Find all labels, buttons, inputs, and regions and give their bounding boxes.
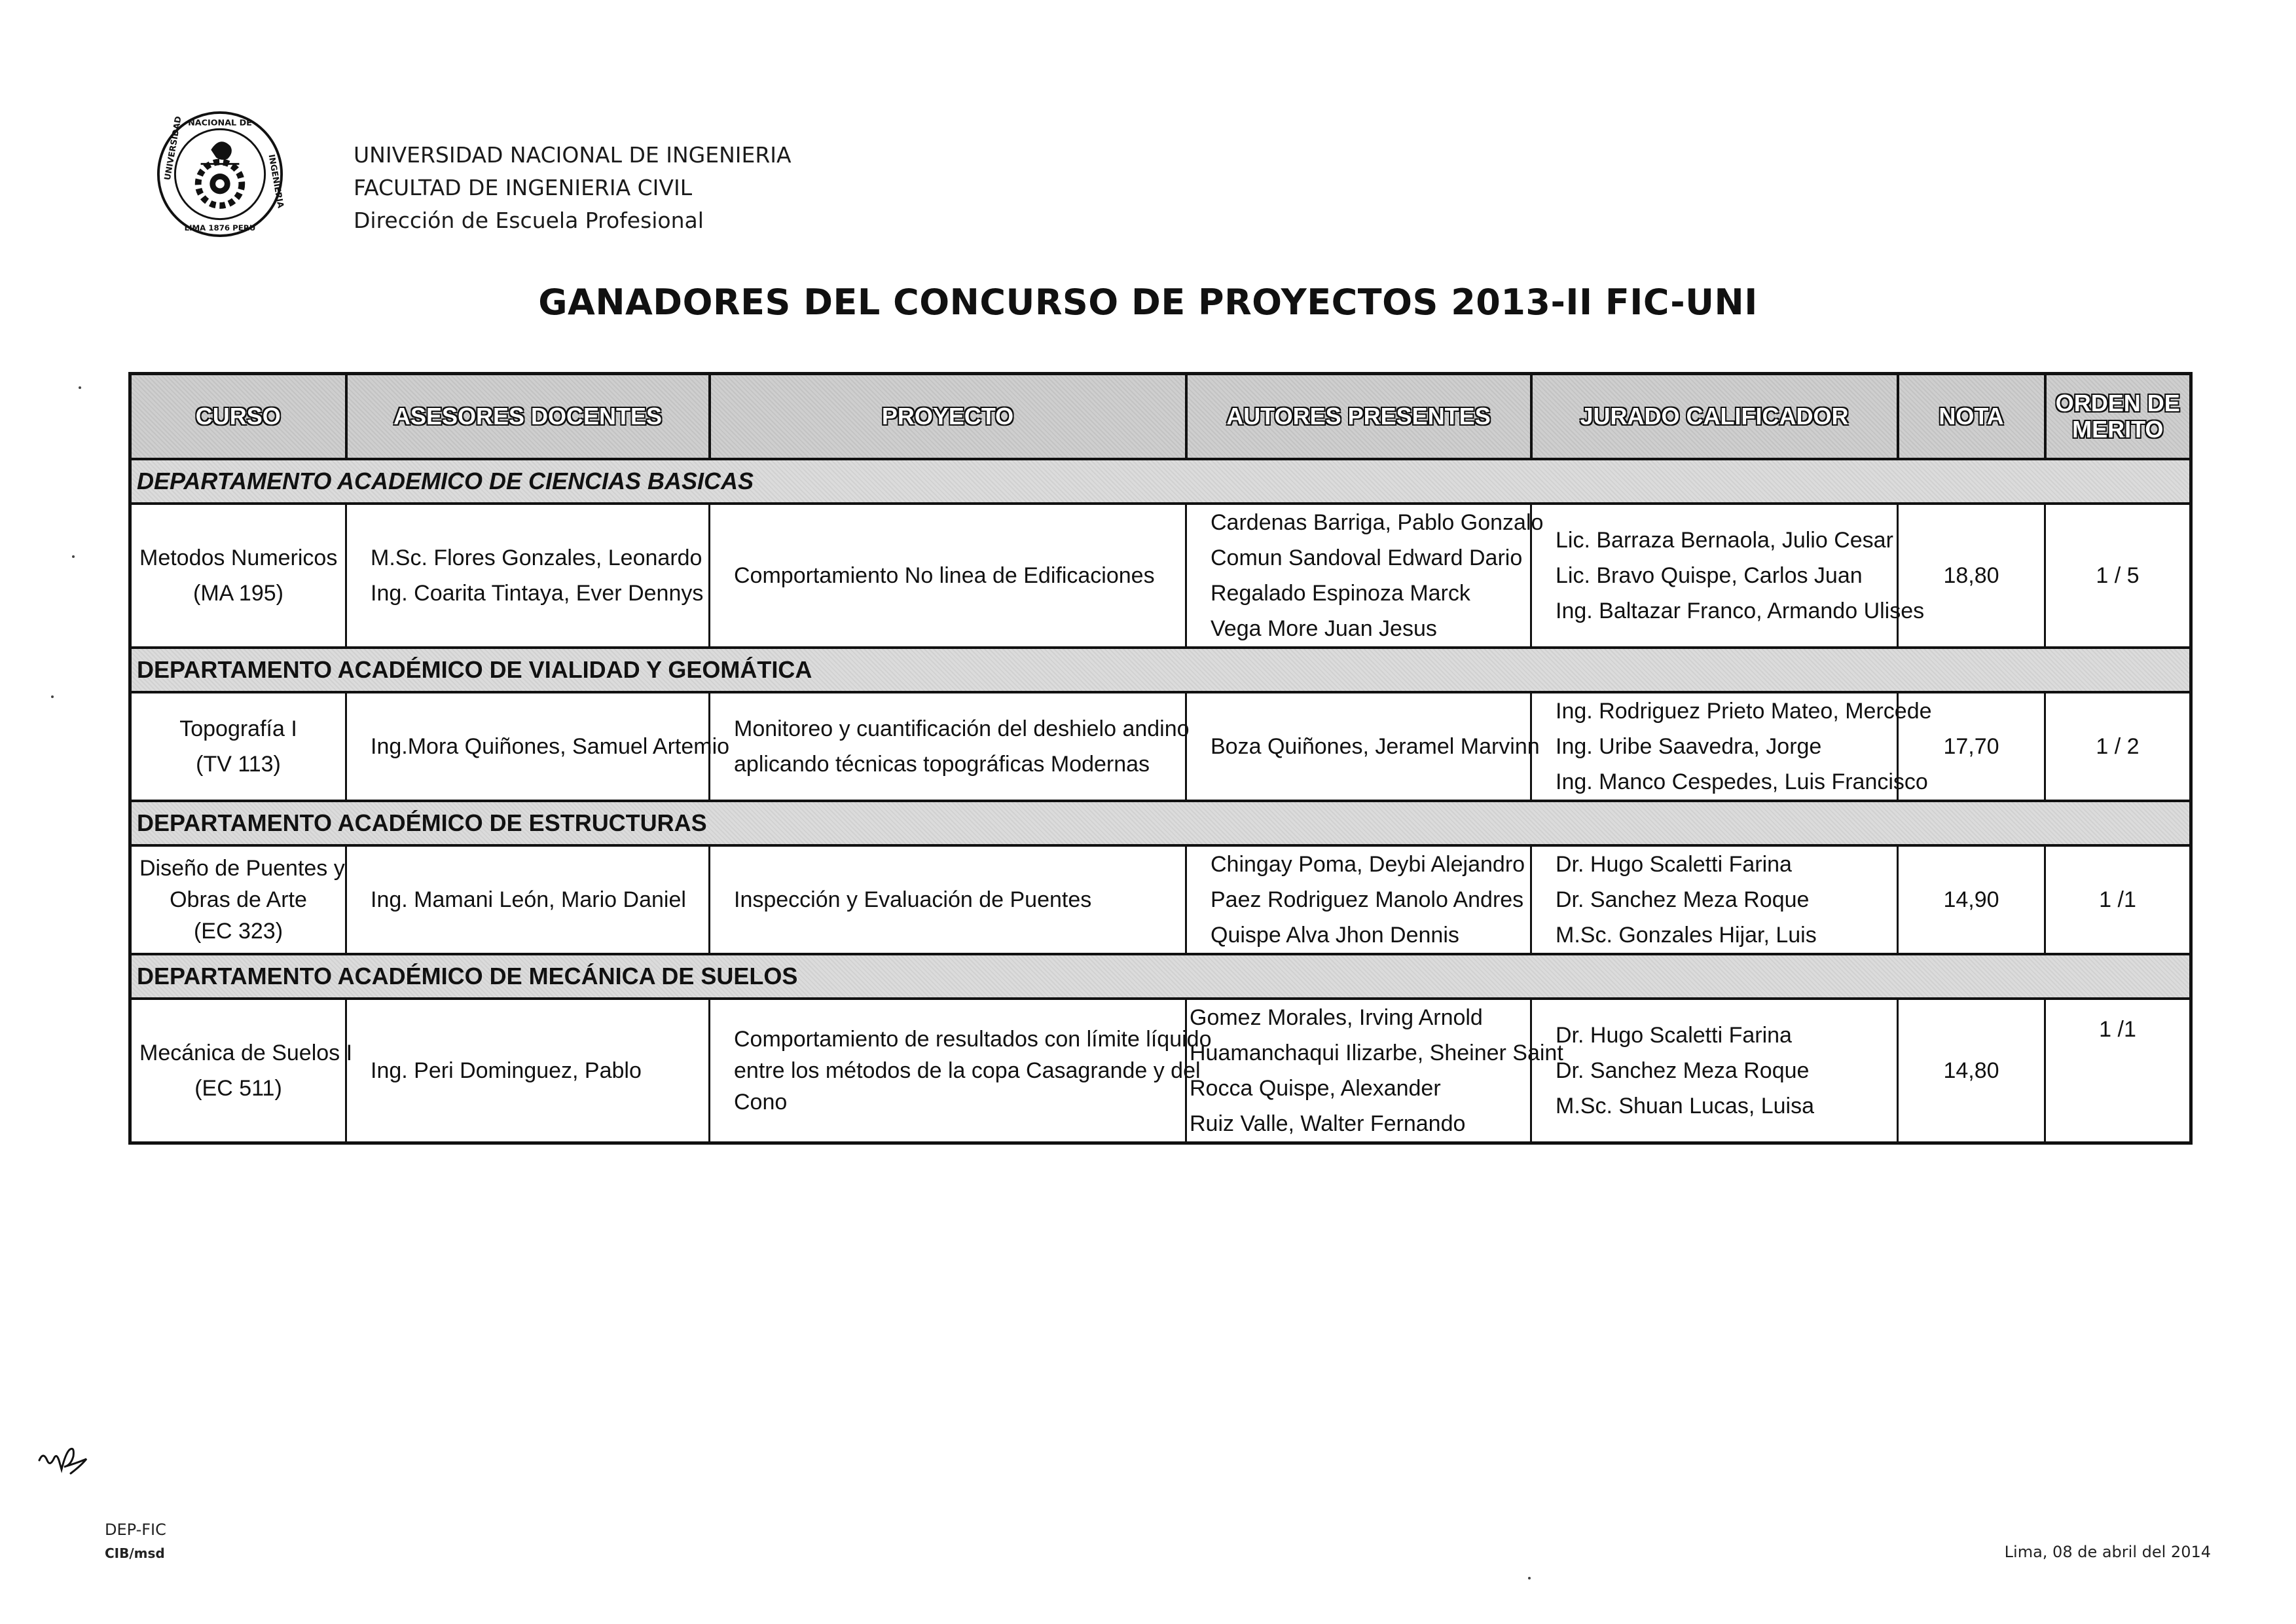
scan-speck	[51, 695, 54, 698]
table-row	[130, 692, 2191, 801]
cell-autores	[1186, 845, 1531, 954]
cell-line: Quispe Alva Jhon Dennis	[1211, 923, 1459, 948]
university-name: UNIVERSIDAD NACIONAL DE INGENIERIA	[354, 142, 792, 168]
cell-line: Huamanchaqui Ilizarbe, Sheiner Saint	[1190, 1041, 1563, 1065]
cell-line: Regalado Espinoza Marck	[1211, 581, 1470, 606]
cell-orden: 1 / 5	[2045, 504, 2191, 648]
cell-line: (EC 511)	[194, 1076, 282, 1101]
cell-curso	[130, 504, 346, 648]
department-row	[130, 954, 2191, 999]
cell-line: Metodos Numericos	[139, 545, 338, 570]
cell-line: Cardenas Barriga, Pablo Gonzalo	[1211, 510, 1544, 535]
cell-line: Dr. Sanchez Meza Roque	[1556, 887, 1810, 912]
col-header-curso: CURSO	[130, 374, 346, 460]
department-label: DEPARTAMENTO ACADÉMICO DE ESTRUCTURAS	[130, 801, 2191, 845]
faculty-name: FACULTAD DE INGENIERIA CIVIL	[354, 175, 693, 200]
cell-line: entre los métodos de la copa Casagrande y del	[734, 1058, 1201, 1083]
col-header-jurado: JURADO CALIFICADOR	[1531, 374, 1898, 460]
cell-line: Lic. Barraza Bernaola, Julio Cesar	[1556, 528, 1893, 553]
cell-line: Diseño de Puentes y	[139, 856, 345, 881]
cell-line: Boza Quiñones, Jeramel Marvinn	[1211, 734, 1540, 759]
department-row	[130, 648, 2191, 692]
col-header-orden-line2: MERITO	[2072, 416, 2164, 443]
scan-speck	[72, 555, 75, 558]
footer-initials: DEP-FIC	[105, 1521, 166, 1539]
department-label: DEPARTAMENTO ACADÉMICO DE VIALIDAD Y GEOMÁTICA	[130, 648, 2191, 692]
scan-speck	[79, 386, 81, 389]
cell-line: Dr. Sanchez Meza Roque	[1556, 1058, 1810, 1083]
cell-line: Gomez Morales, Irving Arnold	[1190, 1005, 1483, 1030]
table-row	[130, 999, 2191, 1143]
office-name: Dirección de Escuela Profesional	[354, 208, 704, 233]
cell-curso	[130, 845, 346, 954]
cell-line: Dr. Hugo Scaletti Farina	[1556, 852, 1792, 877]
cell-asesores	[346, 845, 710, 954]
cell-proyecto	[710, 504, 1186, 648]
institution-header	[354, 139, 792, 237]
cell-line: (TV 113)	[196, 752, 281, 777]
footer-date: Lima, 08 de abril del 2014	[2004, 1543, 2211, 1561]
table-row	[130, 504, 2191, 648]
table-header-row	[130, 374, 2191, 460]
col-header-nota: NOTA	[1898, 374, 2045, 460]
cell-line: M.Sc. Gonzales Hijar, Luis	[1556, 923, 1817, 948]
cell-proyecto	[710, 999, 1212, 1143]
cell-autores	[1186, 999, 1563, 1143]
cell-asesores	[346, 692, 730, 801]
cell-line: Ing. Manco Cespedes, Luis Francisco	[1556, 769, 1928, 794]
cell-orden: 1 /1	[2045, 999, 2191, 1143]
cell-line: Comportamiento No linea de Edificaciones	[734, 563, 1155, 588]
svg-text:INGENIERIA: INGENIERIA	[266, 153, 285, 210]
svg-text:NACIONAL DE: NACIONAL DE	[188, 118, 252, 128]
cell-line: Comun Sandoval Edward Dario	[1211, 545, 1523, 570]
scan-speck	[1528, 1577, 1531, 1579]
cell-line: (MA 195)	[193, 581, 283, 606]
cell-line: Cono	[734, 1090, 788, 1115]
svg-text:LIMA 1876 PERU: LIMA 1876 PERU	[184, 223, 256, 233]
cell-proyecto	[710, 692, 1190, 801]
cell-jurado	[1531, 504, 1925, 648]
cell-line: Paez Rodriguez Manolo Andres	[1211, 887, 1524, 912]
cell-line: aplicando técnicas topográficas Modernas	[734, 752, 1150, 777]
cell-line: Chingay Poma, Deybi Alejandro	[1211, 852, 1525, 877]
cell-line: Vega More Juan Jesus	[1211, 616, 1437, 641]
cell-line: Ruiz Valle, Walter Fernando	[1190, 1111, 1466, 1136]
cell-autores	[1186, 692, 1540, 801]
svg-text:UNIVERSIDAD: UNIVERSIDAD	[162, 115, 184, 181]
cell-line: Topografía I	[179, 716, 297, 741]
col-header-asesores: ASESORES DOCENTES	[346, 374, 710, 460]
cell-line: Ing. Baltazar Franco, Armando Ulises	[1556, 599, 1925, 623]
cell-line: Inspección y Evaluación de Puentes	[734, 887, 1092, 912]
cell-nota: 17,70	[1898, 692, 2045, 801]
footer-ref-code: CIB/msd	[105, 1545, 165, 1561]
col-header-orden	[2045, 374, 2191, 460]
cell-curso	[130, 692, 346, 801]
cell-line: Monitoreo y cuantificación del deshielo andino	[734, 716, 1190, 741]
department-label: DEPARTAMENTO ACADÉMICO DE MECÁNICA DE SUELOS	[130, 954, 2191, 999]
cell-line: Obras de Arte	[170, 887, 307, 912]
cell-line: Ing. Peri Dominguez, Pablo	[371, 1058, 642, 1083]
cell-line: Ing. Uribe Saavedra, Jorge	[1556, 734, 1822, 759]
cell-nota: 14,90	[1898, 845, 2045, 954]
cell-nota: 14,80	[1898, 999, 2045, 1143]
cell-line: Mecánica de Suelos I	[139, 1041, 353, 1065]
cell-asesores	[346, 999, 710, 1143]
cell-jurado	[1531, 999, 1898, 1143]
cell-line: Lic. Bravo Quispe, Carlos Juan	[1556, 563, 1863, 588]
handwritten-signature	[34, 1434, 113, 1486]
cell-jurado	[1531, 845, 1898, 954]
university-seal	[156, 110, 284, 238]
cell-autores	[1186, 504, 1544, 648]
col-header-orden-line1: ORDEN DE	[2055, 390, 2180, 416]
department-label: DEPARTAMENTO ACADEMICO DE CIENCIAS BASICAS	[130, 459, 2191, 504]
winners-table	[128, 372, 2193, 1145]
cell-curso	[130, 999, 353, 1143]
cell-nota: 18,80	[1898, 504, 2045, 648]
department-row	[130, 459, 2191, 504]
cell-line: M.Sc. Shuan Lucas, Luisa	[1556, 1094, 1815, 1118]
document-title: GANADORES DEL CONCURSO DE PROYECTOS 2013-II FIC-UNI	[538, 282, 1758, 323]
department-row	[130, 801, 2191, 845]
cell-orden: 1 / 2	[2045, 692, 2191, 801]
col-header-autores: AUTORES PRESENTES	[1186, 374, 1531, 460]
cell-line: (EC 323)	[193, 919, 283, 944]
cell-line: Comportamiento de resultados con límite líquido	[734, 1027, 1212, 1052]
cell-line: Ing. Rodriguez Prieto Mateo, Mercede	[1556, 699, 1932, 724]
cell-line: M.Sc. Flores Gonzales, Leonardo	[371, 545, 702, 570]
cell-line: Ing.Mora Quiñones, Samuel Artemio	[371, 734, 730, 759]
cell-line: Rocca Quispe, Alexander	[1190, 1076, 1441, 1101]
cell-jurado	[1531, 692, 1932, 801]
cell-orden: 1 /1	[2045, 845, 2191, 954]
cell-line: Dr. Hugo Scaletti Farina	[1556, 1023, 1792, 1048]
cell-line: Ing. Coarita Tintaya, Ever Dennys	[371, 581, 704, 606]
table-row	[130, 845, 2191, 954]
footer-reference	[105, 1518, 166, 1565]
col-header-proyecto: PROYECTO	[710, 374, 1186, 460]
cell-proyecto	[710, 845, 1186, 954]
cell-asesores	[346, 504, 710, 648]
cell-line: Ing. Mamani León, Mario Daniel	[371, 887, 686, 912]
